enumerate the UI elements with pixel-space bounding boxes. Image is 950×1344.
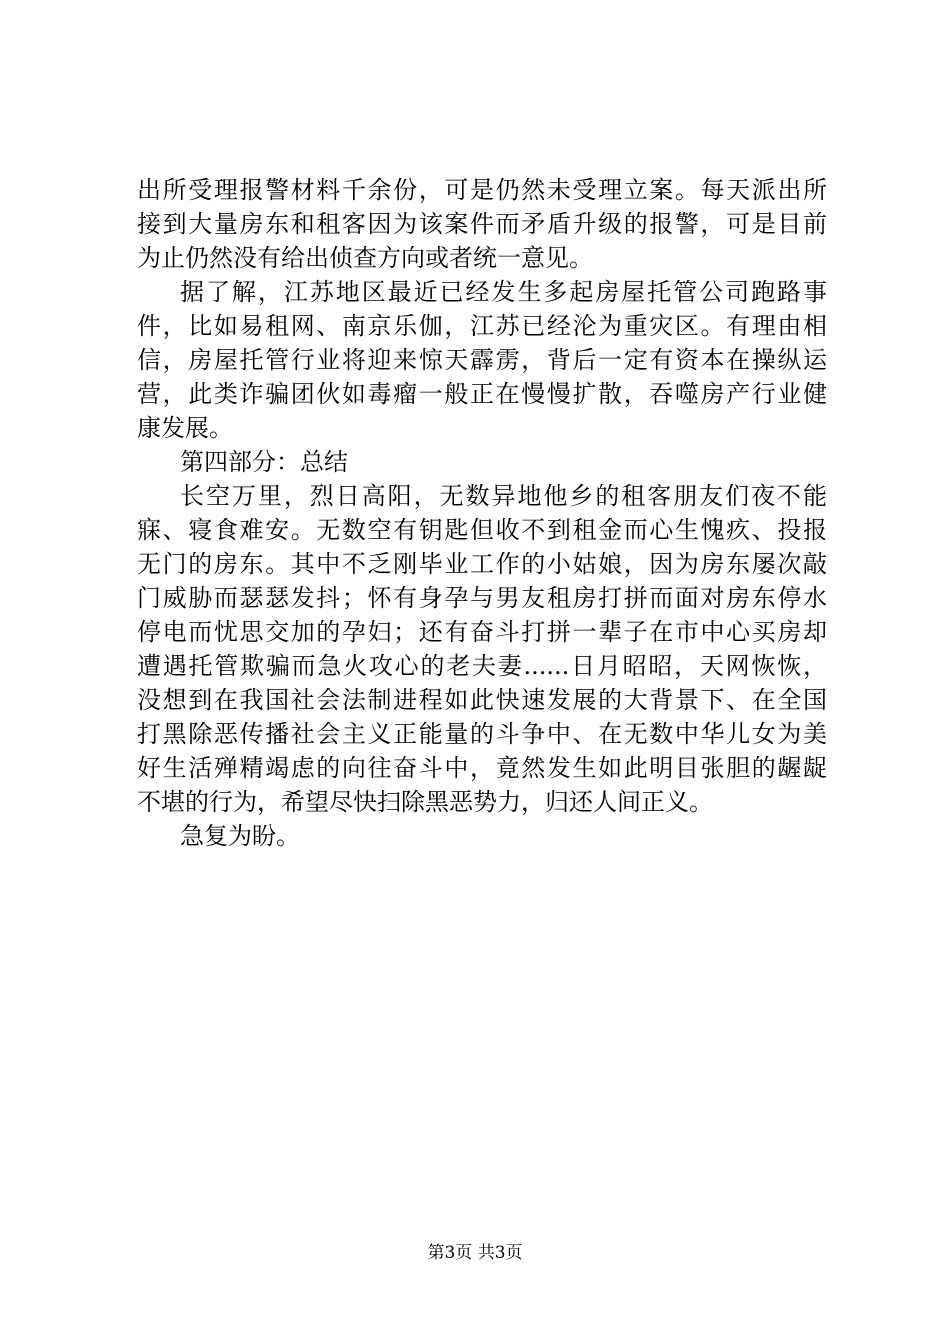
paragraph-line: 停电而忧思交加的孕妇；还有奋斗打拼一辈子在市中心买房却: [137, 618, 827, 646]
page-number-footer: 第3页 共3页: [427, 1243, 523, 1263]
paragraph-line: 康发展。: [137, 414, 233, 442]
paragraph-line: 无门的房东。其中不乏刚毕业工作的小姑娘，因为房东屡次敲: [137, 550, 827, 578]
paragraph-line: 寐、寝食难安。无数空有钥匙但收不到租金而心生愧疚、投报: [137, 516, 827, 544]
paragraph-line: 据了解，江苏地区最近已经发生多起房屋托管公司跑路事: [180, 278, 827, 306]
paragraph-line: 长空万里，烈日高阳，无数异地他乡的租客朋友们夜不能: [180, 482, 827, 510]
paragraph-line: 不堪的行为，希望尽快扫除黑恶势力，归还人间正义。: [137, 788, 713, 816]
paragraph-line: 没想到在我国社会法制进程如此快速发展的大背景下、在全国: [137, 686, 827, 714]
section-heading: 第四部分：总结: [180, 448, 348, 476]
closing-line: 急复为盼。: [180, 822, 300, 850]
paragraph-line: 接到大量房东和租客因为该案件而矛盾升级的报警，可是目前: [137, 210, 827, 238]
paragraph-line: 营，此类诈骗团伙如毒瘤一般正在慢慢扩散，吞噬房产行业健: [137, 380, 827, 408]
paragraph-line: 信，房屋托管行业将迎来惊天霹雳，背后一定有资本在操纵运: [137, 346, 827, 374]
paragraph-line: 遭遇托管欺骗而急火攻心的老夫妻......日月昭昭，天网恢恢，: [137, 652, 827, 680]
paragraph-line: 好生活殚精竭虑的向往奋斗中，竟然发生如此明目张胆的龌龊: [137, 754, 827, 782]
paragraph-line: 出所受理报警材料千余份，可是仍然未受理立案。每天派出所: [137, 176, 827, 204]
paragraph-line: 为止仍然没有给出侦查方向或者统一意见。: [137, 244, 593, 272]
paragraph-line: 门威胁而瑟瑟发抖；怀有身孕与男友租房打拼而面对房东停水: [137, 584, 827, 612]
paragraph-line: 打黑除恶传播社会主义正能量的斗争中、在无数中华儿女为美: [137, 720, 827, 748]
paragraph-line: 件，比如易租网、南京乐伽，江苏已经沦为重灾区。有理由相: [137, 312, 827, 340]
